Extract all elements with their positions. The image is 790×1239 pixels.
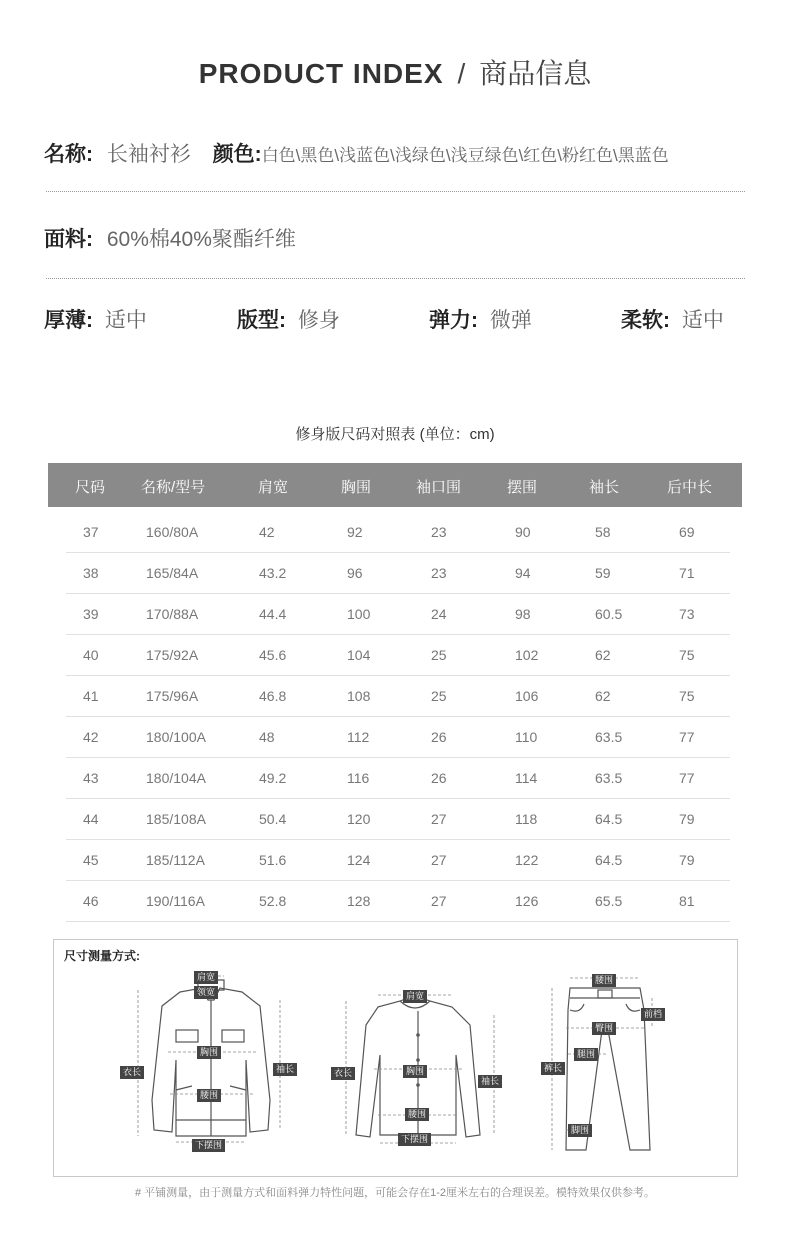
divider <box>46 191 745 192</box>
table-cell: 45 <box>83 852 99 868</box>
table-cell: 25 <box>431 647 447 663</box>
table-cell: 42 <box>83 729 99 745</box>
table-cell: 118 <box>515 811 538 827</box>
table-cell: 25 <box>431 688 447 704</box>
table-cell: 62 <box>595 647 611 663</box>
shirt-length-tag: 衣长 <box>331 1067 355 1080</box>
table-cell: 43 <box>83 770 99 786</box>
shirt-sleeve-tag: 袖长 <box>478 1075 502 1088</box>
info-softness <box>621 304 724 334</box>
table-row <box>66 716 730 758</box>
size-table-header <box>48 463 742 507</box>
table-cell: 60.5 <box>595 606 623 622</box>
table-cell: 81 <box>679 893 695 909</box>
table-cell: 185/108A <box>146 811 206 827</box>
softness-value: 适中 <box>681 309 724 332</box>
table-row <box>66 511 730 553</box>
table-cell: 79 <box>679 811 695 827</box>
table-row <box>66 675 730 717</box>
jacket-chest-tag: 胸围 <box>197 1046 221 1059</box>
shirt-waist-tag: 腰围 <box>405 1108 429 1121</box>
jacket-neck-tag: 领宽 <box>194 986 218 999</box>
stretch-label: 弹力: <box>429 309 478 332</box>
table-cell: 77 <box>679 729 695 745</box>
table-cell: 175/92A <box>146 647 199 663</box>
table-cell: 27 <box>431 852 447 868</box>
fit-value: 修身 <box>297 309 340 332</box>
table-cell: 122 <box>515 852 539 868</box>
softness-label: 柔软: <box>621 309 670 332</box>
table-cell: 27 <box>431 893 447 909</box>
info-fit <box>237 304 340 334</box>
size-table-title: 修身版尺码对照表 (单位：cm) <box>295 426 495 443</box>
measurement-note: # 平铺测量，由于测量方式和面料弹力特性问题，可能会存在1-2厘米左右的合理误差。模特效果仅供参考。 <box>134 1187 656 1199</box>
header-cell: 肩宽 <box>258 479 289 496</box>
table-row <box>66 757 730 799</box>
table-row <box>66 880 730 922</box>
info-row-name-color <box>44 138 669 168</box>
color-value: 白色\黑色\浅蓝色\浅绿色\浅豆绿色\红色\粉红色\黑蓝色 <box>261 146 669 165</box>
table-cell: 110 <box>515 729 538 745</box>
name-label: 名称: <box>44 143 93 166</box>
fabric-label: 面料: <box>44 228 93 251</box>
table-cell: 90 <box>515 524 531 540</box>
table-cell: 64.5 <box>595 811 623 827</box>
info-row-fabric <box>44 223 296 253</box>
table-cell: 62 <box>595 688 611 704</box>
table-row <box>66 798 730 840</box>
jacket-shoulder-tag: 肩宽 <box>194 971 218 984</box>
header-cell: 袖长 <box>589 479 620 496</box>
pants-hip-tag: 臀围 <box>592 1022 616 1035</box>
table-cell: 170/88A <box>146 606 199 622</box>
table-cell: 180/100A <box>146 729 206 745</box>
fabric-value: 60%棉40%聚酯纤维 <box>106 228 296 251</box>
thickness-label: 厚薄: <box>44 309 93 332</box>
name-value: 长袖衬衫 <box>106 143 191 166</box>
table-cell: 185/112A <box>146 852 205 868</box>
table-cell: 64.5 <box>595 852 623 868</box>
table-cell: 27 <box>431 811 447 827</box>
table-cell: 39 <box>83 606 99 622</box>
table-cell: 175/96A <box>146 688 199 704</box>
table-row <box>66 839 730 881</box>
divider <box>46 278 745 279</box>
table-cell: 69 <box>679 524 695 540</box>
jacket-sleeve-tag: 袖长 <box>273 1063 297 1076</box>
table-cell: 50.4 <box>259 811 287 827</box>
table-cell: 65.5 <box>595 893 623 909</box>
table-cell: 75 <box>679 647 695 663</box>
table-cell: 165/84A <box>146 565 199 581</box>
jacket-length-tag: 衣长 <box>120 1066 144 1079</box>
header-cell: 摆围 <box>507 479 538 496</box>
table-cell: 46 <box>83 893 99 909</box>
table-cell: 49.2 <box>259 770 287 786</box>
measurement-title: 尺寸测量方式: <box>64 949 140 963</box>
table-cell: 94 <box>515 565 531 581</box>
table-cell: 63.5 <box>595 770 623 786</box>
table-cell: 108 <box>347 688 371 704</box>
table-cell: 46.8 <box>259 688 287 704</box>
table-cell: 52.8 <box>259 893 287 909</box>
table-cell: 24 <box>431 606 447 622</box>
table-cell: 106 <box>515 688 539 704</box>
table-cell: 26 <box>431 770 447 786</box>
table-cell: 38 <box>83 565 99 581</box>
info-stretch <box>429 304 532 334</box>
table-cell: 77 <box>679 770 695 786</box>
thickness-value: 适中 <box>104 309 147 332</box>
jacket-waist-tag: 腰围 <box>197 1089 221 1102</box>
shirt-chest-tag: 胸围 <box>403 1065 427 1078</box>
table-cell: 45.6 <box>259 647 287 663</box>
table-cell: 48 <box>259 729 275 745</box>
table-cell: 75 <box>679 688 695 704</box>
color-label: 颜色: <box>212 143 262 166</box>
table-cell: 23 <box>431 524 447 540</box>
table-cell: 41 <box>83 688 99 704</box>
pants-thigh-tag: 腿围 <box>574 1048 598 1061</box>
table-cell: 180/104A <box>146 770 206 786</box>
title-cn: 商品信息 <box>479 58 592 89</box>
table-cell: 116 <box>347 770 370 786</box>
table-cell: 23 <box>431 565 447 581</box>
table-cell: 40 <box>83 647 99 663</box>
header-cell: 名称/型号 <box>141 479 206 496</box>
table-cell: 79 <box>679 852 695 868</box>
table-cell: 92 <box>347 524 363 540</box>
table-cell: 104 <box>347 647 371 663</box>
title-separator: / <box>457 58 466 89</box>
table-cell: 98 <box>515 606 531 622</box>
pants-length-tag: 裤长 <box>541 1062 565 1075</box>
table-cell: 96 <box>347 565 363 581</box>
table-cell: 43.2 <box>259 565 287 581</box>
table-cell: 58 <box>595 524 611 540</box>
table-cell: 63.5 <box>595 729 623 745</box>
title-en: PRODUCT INDEX <box>198 58 444 89</box>
info-thickness <box>44 304 147 334</box>
page-title <box>0 52 790 92</box>
table-row <box>66 593 730 635</box>
table-cell: 59 <box>595 565 611 581</box>
table-cell: 124 <box>347 852 371 868</box>
shirt-shoulder-tag: 肩宽 <box>403 990 427 1003</box>
shirt-hem-tag: 下摆围 <box>398 1133 431 1146</box>
table-row <box>66 634 730 676</box>
table-cell: 160/80A <box>146 524 199 540</box>
pants-rise-tag: 前档 <box>641 1008 665 1021</box>
table-cell: 71 <box>679 565 695 581</box>
table-cell: 73 <box>679 606 695 622</box>
table-cell: 100 <box>347 606 371 622</box>
table-cell: 51.6 <box>259 852 287 868</box>
table-row <box>66 552 730 594</box>
table-cell: 44 <box>83 811 99 827</box>
table-cell: 102 <box>515 647 539 663</box>
pants-waist-tag: 腰围 <box>592 974 616 987</box>
header-cell: 袖口围 <box>416 479 462 496</box>
header-cell: 胸围 <box>341 479 372 496</box>
table-cell: 37 <box>83 524 99 540</box>
jacket-hem-tag: 下摆围 <box>192 1139 225 1152</box>
table-cell: 126 <box>515 893 539 909</box>
table-cell: 114 <box>515 770 538 786</box>
stretch-value: 微弹 <box>489 309 532 332</box>
table-cell: 112 <box>347 729 370 745</box>
header-cell: 后中长 <box>667 479 713 496</box>
table-cell: 128 <box>347 893 371 909</box>
pants-leg-tag: 脚围 <box>568 1124 592 1137</box>
header-cell: 尺码 <box>75 479 106 496</box>
table-cell: 44.4 <box>259 606 287 622</box>
table-cell: 42 <box>259 524 275 540</box>
fit-label: 版型: <box>237 309 286 332</box>
table-cell: 120 <box>347 811 371 827</box>
table-cell: 190/116A <box>146 893 205 909</box>
table-cell: 26 <box>431 729 447 745</box>
